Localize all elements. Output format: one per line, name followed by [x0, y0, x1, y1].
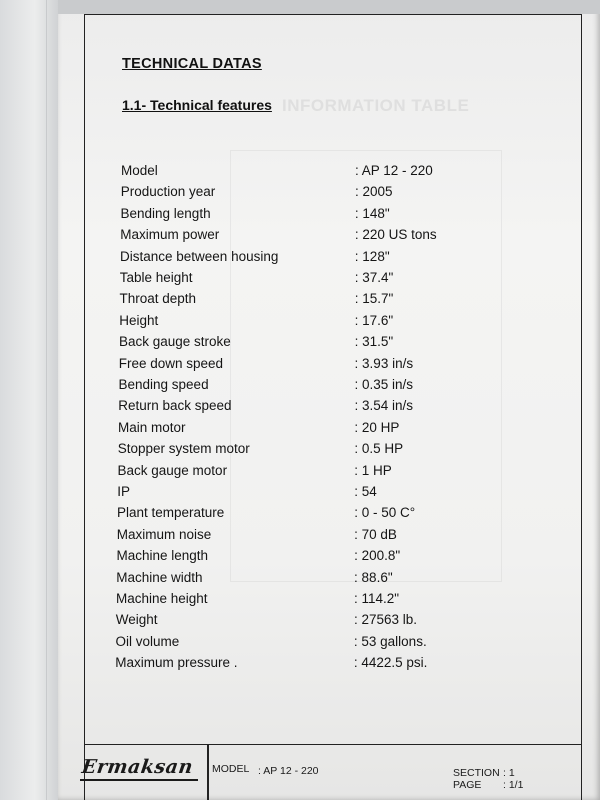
footer-model-label: MODEL — [212, 763, 250, 775]
footer-page-label: PAGE — [453, 779, 482, 791]
spec-value: : 27563 lb. — [353, 612, 417, 628]
spec-row — [0, 655, 600, 675]
spec-value: : 0.5 HP — [354, 441, 404, 457]
spec-row — [0, 441, 600, 461]
spec-row — [0, 356, 600, 376]
spec-label: Maximum pressure . — [115, 655, 238, 671]
footer-page-value: : 1/1 — [503, 779, 524, 791]
spec-row — [0, 612, 600, 632]
spec-value: : 20 HP — [354, 419, 400, 435]
spec-label: Machine width — [116, 569, 203, 585]
spec-row — [0, 463, 600, 483]
spec-label: Distance between housing — [120, 248, 279, 264]
spec-row — [0, 484, 600, 504]
spec-label: Machine height — [116, 591, 208, 606]
spec-label: Weight — [115, 612, 158, 628]
spec-value: : 70 dB — [354, 526, 397, 542]
spec-row — [0, 291, 600, 311]
spec-value: : 53 gallons. — [353, 633, 427, 649]
spec-row — [0, 377, 600, 397]
spec-value: : 220 US tons — [354, 227, 437, 243]
spec-value: : AP 12 - 220 — [355, 163, 433, 178]
spec-row — [0, 163, 600, 183]
spec-value: : 200.8" — [354, 548, 401, 564]
spec-label: Back gauge motor — [117, 462, 228, 478]
spec-row — [0, 548, 600, 568]
spec-row — [0, 634, 600, 654]
spec-row — [0, 184, 600, 204]
spec-label: Free down speed — [118, 355, 224, 371]
spec-label: Table height — [119, 270, 193, 285]
spec-label: Bending speed — [118, 377, 209, 392]
footer-model-value: : AP 12 - 220 — [258, 765, 319, 777]
spec-row — [0, 420, 600, 440]
spec-value: : 128" — [354, 248, 390, 264]
spec-value: : 114.2" — [354, 591, 400, 606]
spec-row — [0, 227, 600, 247]
spec-label: Production year — [120, 184, 216, 200]
spec-label: Main motor — [118, 419, 186, 435]
brand-logo: Ermaksan — [80, 756, 195, 778]
section-heading: 1.1- Technical features — [122, 97, 272, 113]
spec-label: Bending length — [120, 205, 211, 221]
spec-value: : 88.6" — [354, 569, 393, 585]
footer-section-label: SECTION — [453, 767, 500, 779]
spec-row — [0, 334, 600, 354]
spec-value: : 2005 — [354, 184, 393, 200]
spec-value: : 3.93 in/s — [354, 355, 414, 371]
spec-label: Stopper system motor — [117, 441, 250, 457]
footer-divider — [207, 744, 209, 800]
spec-value: : 1 HP — [354, 462, 392, 478]
spec-value: : 15.7" — [354, 291, 394, 307]
spec-value: : 54 — [354, 484, 377, 499]
spec-row — [0, 398, 600, 418]
spec-label: Maximum power — [120, 227, 220, 243]
spec-label: Return back speed — [118, 398, 232, 414]
spec-label: IP — [117, 484, 131, 499]
spec-label: Height — [119, 312, 159, 328]
footer-section-value: : 1 — [503, 767, 515, 779]
spec-row — [0, 313, 600, 333]
spec-row — [0, 591, 600, 611]
spec-label: Plant temperature — [117, 505, 225, 521]
spec-value: : 17.6" — [354, 312, 394, 328]
spec-value: : 31.5" — [354, 334, 394, 350]
spec-value: : 148" — [354, 205, 390, 221]
spec-row — [0, 527, 600, 547]
spec-value: : 37.4" — [354, 270, 394, 285]
spec-row — [0, 206, 600, 226]
spec-value: : 0.35 in/s — [354, 377, 414, 392]
spec-label: Model — [121, 163, 158, 178]
bleed-through-heading: INFORMATION TABLE — [282, 96, 470, 115]
spec-label: Maximum noise — [116, 526, 212, 542]
spec-label: Oil volume — [115, 633, 180, 649]
spec-label: Throat depth — [119, 291, 197, 307]
spec-value: : 3.54 in/s — [354, 398, 413, 414]
spec-label: Machine length — [116, 548, 209, 564]
logo-underline — [80, 779, 198, 781]
spec-value: : 4422.5 psi. — [353, 655, 428, 671]
spec-row — [0, 270, 600, 290]
spec-value: : 0 - 50 C° — [354, 505, 416, 521]
spec-row — [0, 249, 600, 269]
spec-label: Back gauge stroke — [119, 334, 231, 350]
spec-row — [0, 505, 600, 525]
document-title: TECHNICAL DATAS — [122, 56, 262, 72]
spec-row — [0, 570, 600, 590]
